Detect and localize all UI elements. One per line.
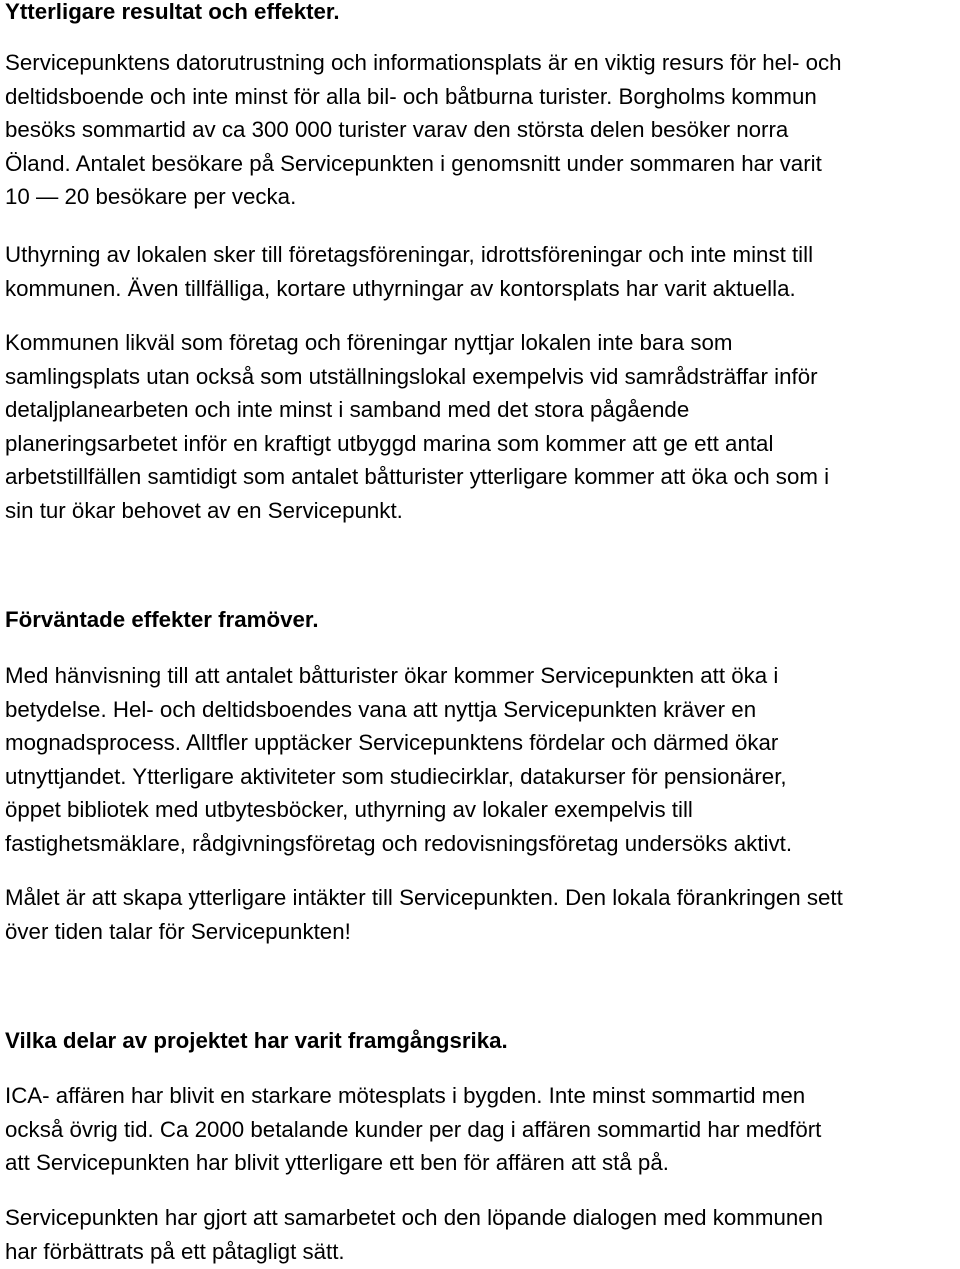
text-line: Målet är att skapa ytterligare intäkter till Servicepunkten. Den lokala förankringen sett — [5, 885, 843, 910]
heading-results: Ytterligare resultat och effekter. — [5, 0, 340, 24]
text-line: sin tur ökar behovet av en Servicepunkt. — [5, 497, 403, 523]
text-line: över tiden talar för Servicepunkten! — [5, 918, 351, 944]
text-line: har förbättrats på ett påtagligt sätt. — [5, 1238, 345, 1264]
text-line: mognadsprocess. Alltfler upptäcker Servicepunktens fördelar och därmed ökar — [5, 730, 779, 756]
section-successful-parts — [5, 1024, 508, 1058]
text-line: betydelse. Hel- och deltidsboendes vana att nyttja Servicepunkten kräver en — [5, 696, 757, 722]
text-line: samlingsplats utan också som utställningslokal exempelvis vid samrådsträffar inför — [5, 363, 818, 389]
text-line: arbetstillfällen samtidigt som antalet båtturister ytterligare kommer att öka och som i — [5, 464, 830, 490]
text-line: Med hänvisning till att antalet båtturister ökar kommer Servicepunkten att öka i — [5, 663, 779, 688]
text-line: öppet bibliotek med utbytesböcker, uthyrning av lokaler exempelvis till — [5, 797, 693, 823]
text-line: att Servicepunkten har blivit ytterligare ett ben för affären att stå på. — [5, 1150, 669, 1176]
text-line: detaljplanearbeten och inte minst i samband med det stora pågående — [5, 397, 690, 423]
text-line: Servicepunktens datorutrustning och informationsplats är en viktig resurs för hel- och — [5, 50, 842, 75]
text-line: 10 — 20 besökare per vecka. — [5, 184, 297, 210]
text-line: kommunen. Även tillfälliga, kortare uthyrningar av kontorsplats har varit aktuella. — [5, 275, 796, 301]
text-line: Servicepunkten har gjort att samarbetet och den löpande dialogen med kommunen — [5, 1205, 824, 1230]
section-results — [5, 0, 340, 29]
section-expected-effects — [5, 603, 319, 637]
paragraph-results-1 — [5, 46, 842, 214]
heading-expected-effects: Förväntade effekter framöver. — [5, 607, 319, 632]
text-line: fastighetsmäklare, rådgivningsföretag och redovisningsföretag undersöks aktivt. — [5, 830, 793, 856]
paragraph-expected-1 — [5, 659, 792, 861]
heading-successful-parts: Vilka delar av projektet har varit framgångsrika. — [5, 1028, 508, 1053]
text-line: Uthyrning av lokalen sker till företagsföreningar, idrottsföreningar och inte minst till — [5, 242, 814, 267]
text-line: ICA- affären har blivit en starkare mötesplats i bygden. Inte minst sommartid men — [5, 1083, 806, 1108]
text-line: utnyttjandet. Ytterligare aktiviteter som studiecirklar, datakurser för pensionärer, — [5, 763, 787, 789]
paragraph-results-2 — [5, 238, 813, 305]
paragraph-successful-1 — [5, 1079, 821, 1180]
text-line: Kommunen likväl som företag och föreningar nyttjar lokalen inte bara som — [5, 330, 733, 355]
text-line: Öland. Antalet besökare på Servicepunkten i genomsnitt under sommaren har varit — [5, 150, 822, 176]
paragraph-successful-2 — [5, 1201, 823, 1268]
paragraph-expected-2 — [5, 881, 843, 948]
text-line: planeringsarbetet inför en kraftigt utbyggd marina som kommer att ge ett antal — [5, 430, 774, 456]
paragraph-results-3 — [5, 326, 829, 528]
text-line: besöks sommartid av ca 300 000 turister varav den största delen besöker norra — [5, 117, 789, 143]
text-line: också övrig tid. Ca 2000 betalande kunder per dag i affären sommartid har medfört — [5, 1116, 822, 1142]
text-line: deltidsboende och inte minst för alla bil- och båtburna turister. Borgholms kommun — [5, 83, 817, 109]
